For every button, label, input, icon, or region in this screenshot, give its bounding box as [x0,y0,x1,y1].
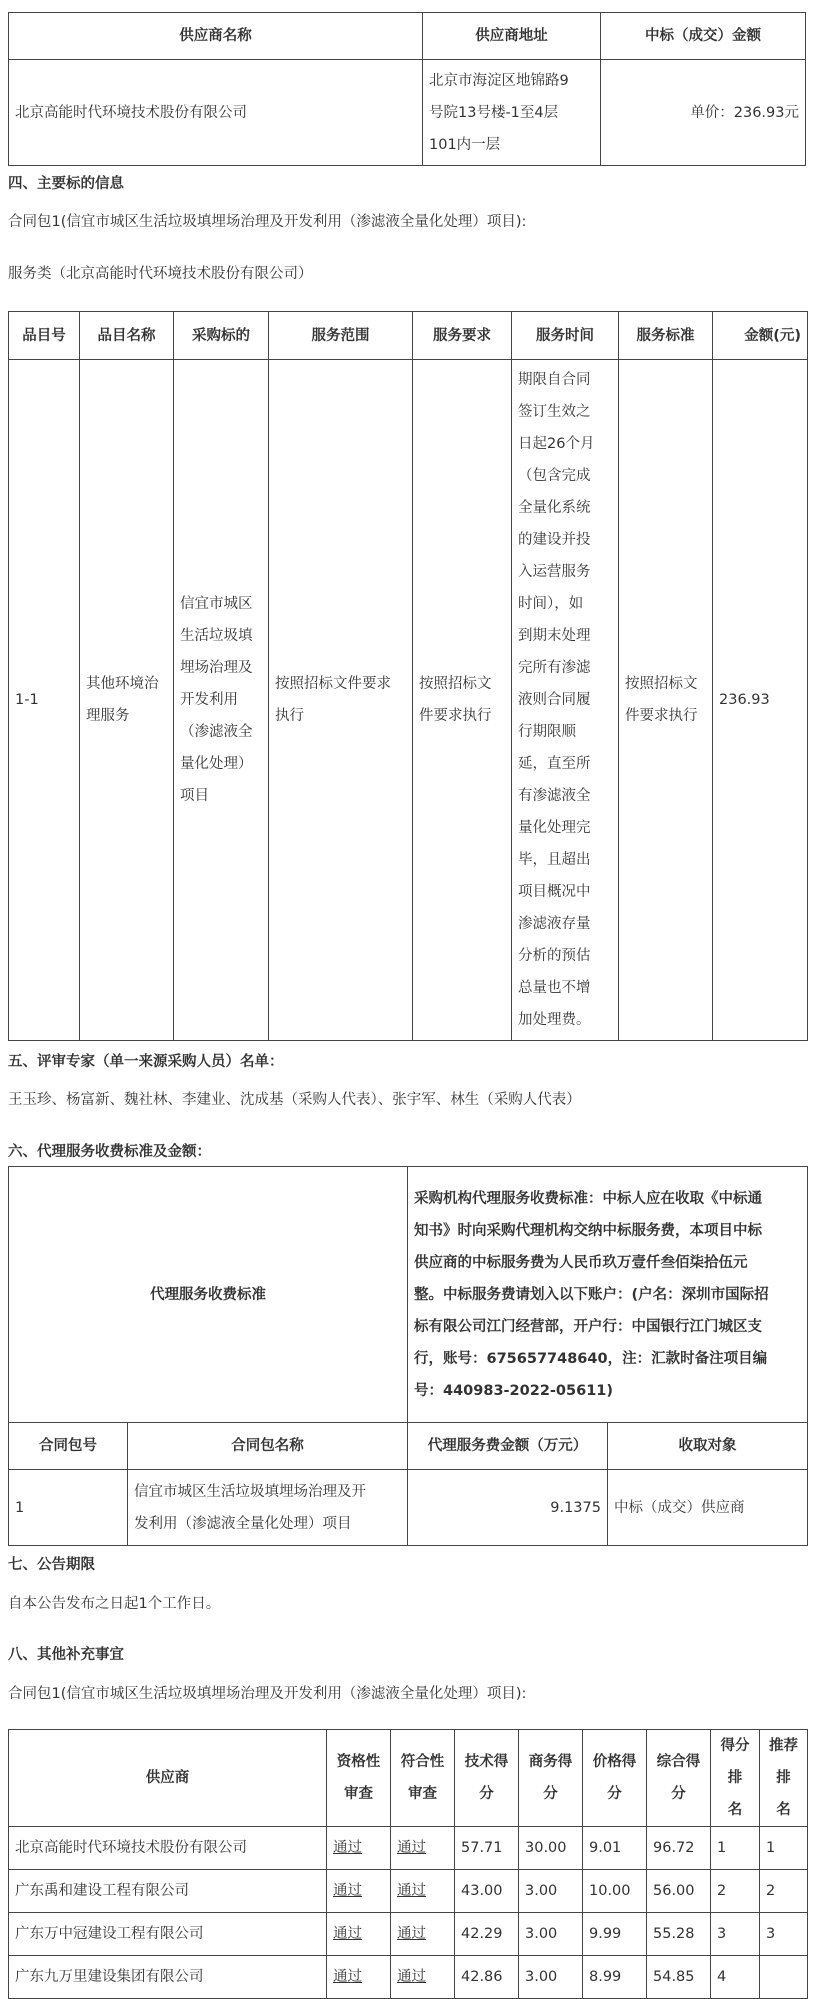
fee-header-package-name: 合同包名称 [128,1423,408,1470]
section6-title: 六、代理服务收费标准及金额： [8,1144,211,1160]
scope-cell: 按照招标文件要求 执行 [269,360,413,1041]
section8-contract-line: 合同包1(信宜市城区生活垃圾填埋场治理及开发利用（渗滤液全量化处理）项目): [8,1686,527,1702]
award-amount-cell: 单价：236.93元 [601,60,806,166]
eval-price: 9.01 [583,1827,647,1870]
eval-biz: 3.00 [519,1870,583,1913]
eval-rank: 3 [711,1913,760,1956]
eval-qual-link[interactable]: 通过 [327,1827,391,1870]
section4-title: 四、主要标的信息 [8,176,124,192]
eval-total: 56.00 [647,1870,711,1913]
eval-conform-link[interactable]: 通过 [391,1956,455,1999]
main-subject-table [8,311,808,1041]
supplier-address-header: 供应商地址 [423,13,601,60]
eval-header-tech: 技术得 分 [455,1730,519,1827]
requirement-cell: 按照招标文 件要求执行 [413,360,512,1041]
eval-rank: 1 [711,1827,760,1870]
header-amount: 金额(元) [713,312,808,360]
header-standard: 服务标准 [619,312,713,360]
eval-recommend [760,1956,808,1999]
eval-conform-link[interactable]: 通过 [391,1827,455,1870]
table-row [9,1870,808,1913]
fee-standard-label: 代理服务收费标准 [9,1167,408,1423]
eval-recommend: 1 [760,1827,808,1870]
item-name-cell: 其他环境治 理服务 [80,360,174,1041]
eval-price: 8.99 [583,1956,647,1999]
section7-text: 自本公告发布之日起1个工作日。 [8,1596,221,1612]
expert-names: 王玉珍、杨富新、魏社林、李建业、沈成基（采购人代表）、张宇军、林生（采购人代表） [8,1092,581,1108]
subject-cell: 信宜市城区 生活垃圾填 埋场治理及 开发利用 （渗滤液全 量化处理） 项目 [174,360,269,1041]
eval-biz: 3.00 [519,1956,583,1999]
fee-amount: 9.1375 [408,1470,608,1546]
award-amount-header: 中标（成交）金额 [601,13,806,60]
agency-fee-table [8,1422,808,1546]
eval-conform-link[interactable]: 通过 [391,1913,455,1956]
fee-header-target: 收取对象 [608,1423,808,1470]
eval-supplier: 广东九万里建设集团有限公司 [9,1956,327,1999]
eval-tech: 43.00 [455,1870,519,1913]
time-cell: 期限自合同 签订生效之 日起26个月 （包含完成 全量化系统 的建设并投 入运营服务 时间），如 到期末处理 完所有渗滤 液则合同履 行期限顺 延，直至所 有渗滤液全 量化处理完 毕，且超出 项目概况中 渗滤液存量 分析的预估 总量也不增 加处理费。 [512,360,619,1041]
eval-rank: 4 [711,1956,760,1999]
eval-supplier: 广东万中冠建设工程有限公司 [9,1913,327,1956]
header-item-name: 品目名称 [80,312,174,360]
fee-package-name: 信宜市城区生活垃圾填埋场治理及开 发利用（渗滤液全量化处理）项目 [128,1470,408,1546]
header-scope: 服务范围 [269,312,413,360]
header-time: 服务时间 [512,312,619,360]
eval-supplier: 北京高能时代环境技术股份有限公司 [9,1827,327,1870]
supplier-address-cell: 北京市海淀区地锦路9 号院13号楼-1至4层 101内一层 [423,60,601,166]
eval-price: 9.99 [583,1913,647,1956]
eval-recommend: 3 [760,1913,808,1956]
evaluation-table [8,1729,808,1999]
section4-category-line: 服务类（北京高能时代环境技术股份有限公司） [8,266,313,282]
fee-target: 中标（成交）供应商 [608,1470,808,1546]
eval-qual-link[interactable]: 通过 [327,1913,391,1956]
amount-cell: 236.93 [713,360,808,1041]
eval-header-supplier: 供应商 [9,1730,327,1827]
eval-header-recommend: 推荐排 名 [760,1730,808,1827]
section7-title: 七、公告期限 [8,1557,95,1573]
eval-biz: 30.00 [519,1827,583,1870]
eval-header-qual: 资格性 审查 [327,1730,391,1827]
supplier-name-header: 供应商名称 [9,13,423,60]
eval-header-conform: 符合性 审查 [391,1730,455,1827]
eval-header-biz: 商务得 分 [519,1730,583,1827]
eval-total: 96.72 [647,1827,711,1870]
eval-rank: 2 [711,1870,760,1913]
header-requirement: 服务要求 [413,312,512,360]
eval-total: 54.85 [647,1956,711,1999]
eval-recommend: 2 [760,1870,808,1913]
fee-header-amount: 代理服务费金额（万元） [408,1423,608,1470]
eval-header-total: 综合得 分 [647,1730,711,1827]
eval-qual-link[interactable]: 通过 [327,1956,391,1999]
section5-title: 五、评审专家（单一来源采购人员）名单： [8,1054,284,1070]
eval-price: 10.00 [583,1870,647,1913]
eval-supplier: 广东禹和建设工程有限公司 [9,1870,327,1913]
standard-cell: 按照招标文 件要求执行 [619,360,713,1041]
table-row [9,1956,808,1999]
fee-package-no: 1 [9,1470,128,1546]
item-no-cell: 1-1 [9,360,80,1041]
eval-biz: 3.00 [519,1913,583,1956]
eval-tech: 42.86 [455,1956,519,1999]
eval-tech: 42.29 [455,1913,519,1956]
supplier-table [8,12,806,166]
header-item-no: 品目号 [9,312,80,360]
fee-standard-text: 采购机构代理服务收费标准：中标人应在收取《中标通 知书》时向采购代理机构交纳中标服务费，本项目中标 供应商的中标服务费为人民币玖万壹仟叁佰柒拾伍元 整。中标服务费请划入以下账户：(户名：深圳市国际招 标有限公司江门经营部，开户行：中国银行江门城区支 行，账号：675657748640，注：汇款时备注项目编 号：440983-2022-05611) [408,1167,808,1423]
agency-fee-standard-table [8,1166,808,1423]
section4-contract-line: 合同包1(信宜市城区生活垃圾填埋场治理及开发利用（渗滤液全量化处理）项目): [8,214,527,230]
eval-total: 55.28 [647,1913,711,1956]
eval-conform-link[interactable]: 通过 [391,1870,455,1913]
table-row [9,1913,808,1956]
header-subject: 采购标的 [174,312,269,360]
section8-title: 八、其他补充事宜 [8,1647,124,1663]
supplier-name-cell: 北京高能时代环境技术股份有限公司 [9,60,423,166]
eval-qual-link[interactable]: 通过 [327,1870,391,1913]
fee-header-package-no: 合同包号 [9,1423,128,1470]
eval-header-price: 价格得 分 [583,1730,647,1827]
eval-tech: 57.71 [455,1827,519,1870]
table-row [9,1827,808,1870]
eval-header-rank: 得分排 名 [711,1730,760,1827]
